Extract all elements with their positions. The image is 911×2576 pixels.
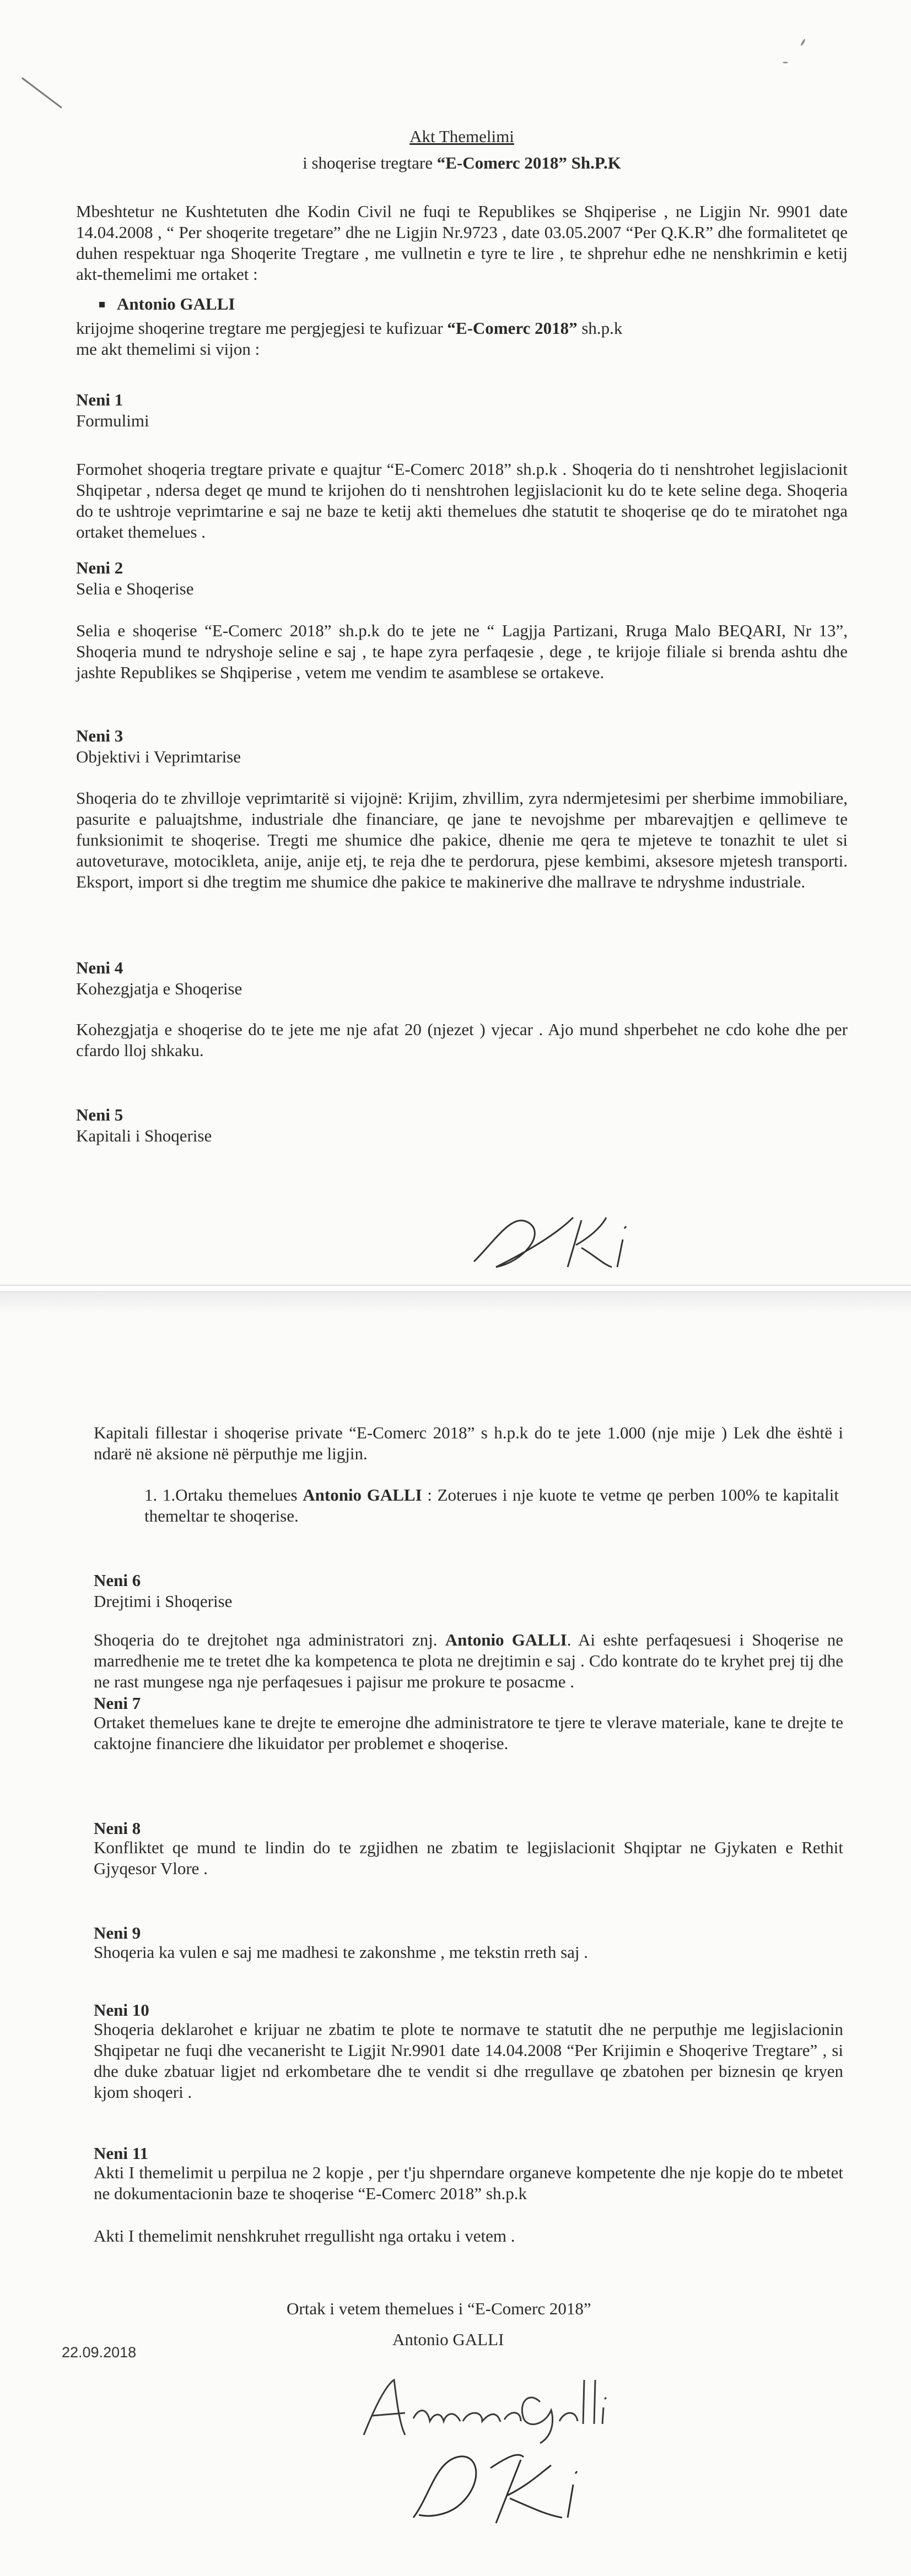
subtitle-company: “E-Comerc 2018” Sh.P.K	[436, 153, 621, 172]
neni2-title: Neni 2	[76, 558, 123, 577]
neni5-item-number: 1. 1.Ortaku themelues	[144, 1485, 303, 1505]
scan-speck	[800, 39, 806, 46]
footer-name: Antonio GALLI	[392, 2330, 504, 2349]
initials-signature	[463, 1201, 661, 1278]
neni5-text: Kapitali fillestar i shoqerise private “E-Comerc 2018” s h.p.k do te jete 1.000 (nje mije ) Lek dhe është i ndarë në aksione në përputhje me ligjin.	[94, 1423, 843, 1463]
page-divider	[0, 1285, 911, 1292]
neni8-title: Neni 8	[94, 1819, 141, 1838]
neni8-text: Konfliktet qe mund te lindin do te zgjidhen ne zbatim te legjislacionit Shqiptar ne Gjykaten e Rethit Gjyqesor Vlore .	[94, 1838, 843, 1878]
neni7-title: Neni 7	[94, 1693, 141, 1713]
creation-prefix: krijojme shoqerine tregtare me pergjegjesi te kufizuar	[76, 318, 448, 338]
neni5-title: Neni 5	[76, 1105, 123, 1124]
neni6-text-b: . Ai eshte perfaqesuesi i Shoqerise ne marredhenie me te tretet dhe ka kompetenca te plota ne drejtimin e saj . Cdo kontrate do te kryhet prej tij dhe ne rast mungese nga nje perfaqesues i pajisur me prokure te posacme .	[94, 1630, 843, 1691]
neni7-text: Ortaket themelues kane te drejte te emerojne dhe administratore te tjere te vlerave materiale, kane te drejte te caktojne financiere dhe likuidator per problemet e shoqerise.	[94, 1713, 843, 1753]
neni10-title: Neni 10	[94, 2000, 149, 2020]
neni5-subtitle: Kapitali i Shoqerise	[76, 1126, 212, 1145]
neni3-subtitle: Objektivi i Veprimtarise	[76, 747, 241, 766]
neni10-text: Shoqeria deklarohet e krijuar ne zbatim te plote te normave te statutit dhe ne perputhje me legjislacionin Shqipetar ne fuqi dhe vecanerisht te Ligjit Nr.9901 date 14.04.2008 “Per Krijimin e Shoqerive Tregtare” , si dhe duke zbatuar ligjet nd erkombetare dhe te vendit si dhe rregullave qe zbatohen per biznesin qe kryen kjom shoqeri .	[94, 2020, 843, 2102]
document-title: Akt Themelimi	[409, 127, 514, 146]
neni1-subtitle: Formulimi	[76, 411, 149, 430]
intro-paragraph: Mbeshtetur ne Kushtetuten dhe Kodin Civil ne fuqi te Republikes se Shqiperise , ne Ligjin Nr. 9901 date 14.04.2008 , “ Per shoqerite tregetare” dhe ne Ligjin Nr.9723 , date 03.05.2007 “Per Q.K.R” dhe formalitetet qe duhen respektuar nga Shoqerite Tregtare , me vullnetin e tyre te lire , te shprehur edhe ne nenshkrimin e ketij akt-themelimi me ortaket :	[76, 202, 848, 284]
creation-suffix: sh.p.k	[577, 318, 623, 338]
neni6-text-a: Shoqeria do te drejtohet nga administratori znj.	[94, 1630, 445, 1649]
neni11-title: Neni 11	[94, 2144, 149, 2163]
neni6-name: Antonio GALLI	[445, 1630, 567, 1649]
neni11-text: Akti I themelimit u perpilua ne 2 kopje , per t'ju shperndare organeve kompetente dhe nje kopje do te mbetet ne dokumentacionin baze te shoqerise “E-Comerc 2018” sh.p.k	[94, 2163, 843, 2203]
neni2-text: Selia e shoqerise “E-Comerc 2018” sh.p.k do te jete ne “ Lagjja Partizani, Rruga Malo BEQARI, Nr 13”, Shoqeria mund te ndryshoje seline e saj , te hape zyra perfaqesie , dege , te krijoje filiale si brenda ashtu dhe jashte Republikes se Shqiperise , vetem me vendim te asamblese se ortakeve.	[76, 621, 848, 682]
footer-line: Ortak i vetem themelues i “E-Comerc 2018”	[287, 2299, 591, 2318]
subtitle-prefix: i shoqerise tregtare	[303, 153, 437, 172]
closing-text: Akti I themelimit nenshkruhet rregullisht nga ortaku i vetem .	[94, 2226, 515, 2245]
scan-mark	[21, 77, 62, 109]
neni6-subtitle: Drejtimi i Shoqerise	[94, 1592, 233, 1611]
final-signature	[397, 2435, 628, 2534]
neni4-title: Neni 4	[76, 958, 123, 977]
neni3-text: Shoqeria do te zhvilloje veprimtaritë si vijojnë: Krijim, zhvillim, zyra ndermjetesimi per sherbime immobiliare, pasurite e paluajtshme, industriale dhe financiare, qe jane te nevojshme per mbarevajtjen e qellimeve te funksionimit te shoqerise. Tregti me shumice dhe pakice, dhenie me qera te mjeteve te tonazhit te ulet si autoveturave, motocikleta, anije, anije etj, te reja dhe te perdorura, pjese kembimi, aksesore mjetesh transporti. Eksport, import si dhe tregtim me shumice dhe pakice te makinerive dhe mallrave te ndryshme industriale.	[76, 788, 848, 891]
neni3-title: Neni 3	[76, 726, 123, 745]
scan-speck	[783, 62, 788, 63]
creation-paragraph	[76, 318, 848, 360]
bullet-icon	[99, 302, 105, 307]
neni4-text: Kohezgjatja e shoqerise do te jete me nje afat 20 (njezet ) vjecar . Ajo mund shperbehet ne cdo kohe dhe per cfardo lloj shkaku.	[76, 1020, 848, 1060]
handwritten-name-signature	[353, 2369, 661, 2446]
neni9-title: Neni 9	[94, 1923, 141, 1942]
page-edge-shadow	[0, 1292, 911, 1314]
creation-company: “E-Comerc 2018”	[447, 318, 578, 338]
creation-line2: me akt themelimi si vijon :	[76, 339, 260, 359]
neni9-text: Shoqeria ka vulen e saj me madhesi te zakonshme , me tekstin rreth saj .	[94, 1942, 589, 1962]
neni5-item-name: Antonio GALLI	[303, 1485, 422, 1505]
document-subtitle	[76, 153, 848, 173]
neni6-text	[94, 1630, 843, 1692]
document-date: 22.09.2018	[62, 2344, 137, 2361]
neni5-item	[144, 1485, 839, 1527]
neni2-subtitle: Selia e Shoqerise	[76, 579, 194, 598]
partner-bullet: Antonio GALLI	[117, 294, 235, 313]
neni4-subtitle: Kohezgjatja e Shoqerise	[76, 979, 242, 998]
neni5-item-rest: : Zoterues i nje kuote te vetme qe perben 100% te kapitalit themeltar te shoqerise.	[144, 1485, 839, 1525]
neni1-text: Formohet shoqeria tregtare private e quajtur “E-Comerc 2018” sh.p.k . Shoqeria do ti nenshtrohet legjislacionit Shqipetar , ndersa deget qe mund te krijohen do ti nenshtrohen legjislacionit ku do te kete seline dega. Shoqeria do te ushtroje veprimtarine e saj ne baze te ketij akti themelues dhe statutit te shoqerise qe do te miratohet nga ortaket themelues .	[76, 459, 848, 542]
neni1-title: Neni 1	[76, 390, 123, 409]
neni6-title: Neni 6	[94, 1571, 141, 1590]
